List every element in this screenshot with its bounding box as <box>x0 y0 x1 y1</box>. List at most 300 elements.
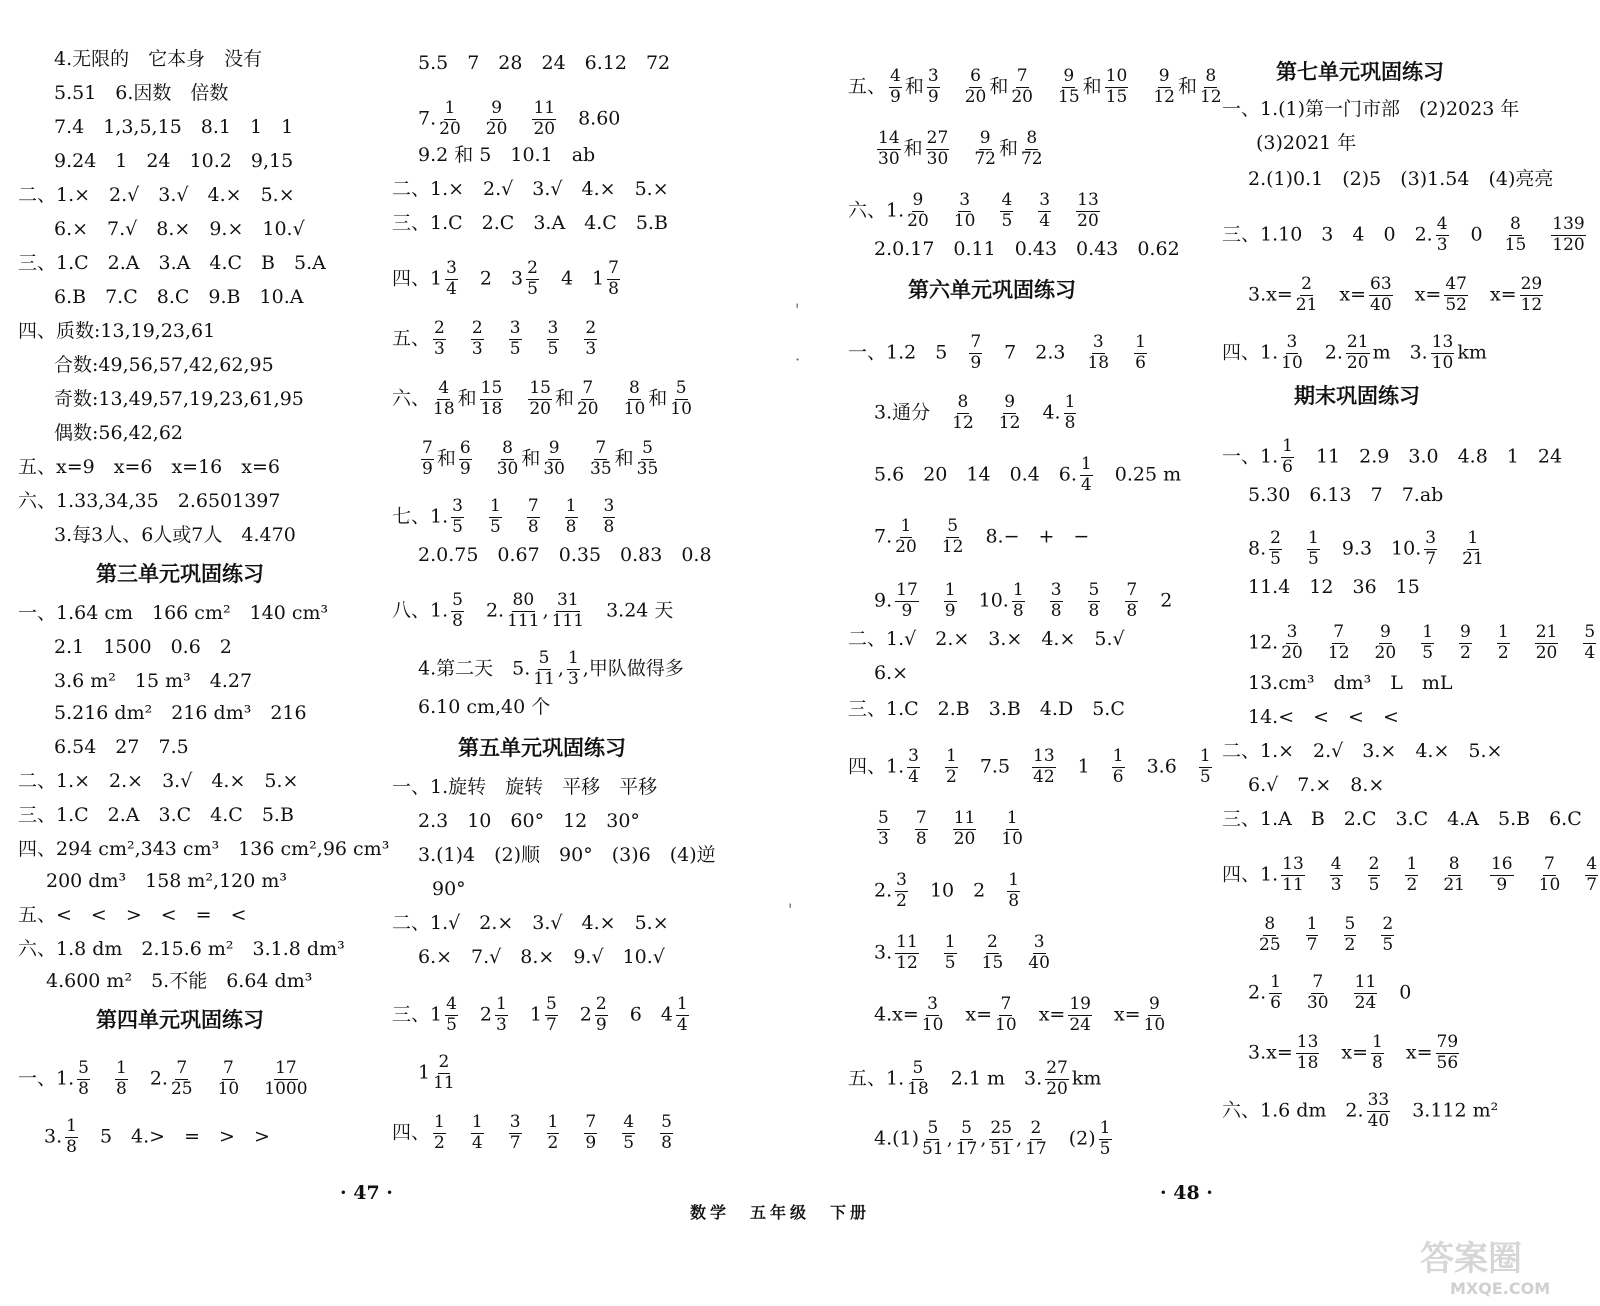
answer-line <box>392 260 623 299</box>
answer-line <box>1248 170 1553 189</box>
fraction <box>495 996 508 1035</box>
denominator: 35 <box>590 458 612 479</box>
answer-line <box>1222 856 1600 895</box>
denominator: 8 <box>1126 600 1138 621</box>
answer-text: 六、1. <box>848 199 905 222</box>
denominator: 6 <box>1270 992 1281 1013</box>
answer-line <box>54 220 305 239</box>
numerator: 2 <box>434 318 445 338</box>
fraction <box>1344 916 1357 955</box>
answer-line <box>1248 776 1384 795</box>
fraction <box>486 100 508 139</box>
numerator: 27 <box>1046 1058 1068 1078</box>
answer-text: 五、x=9 x=6 x=16 x=6 <box>18 456 280 478</box>
answer-text <box>977 401 996 423</box>
denominator: 20 <box>439 118 461 139</box>
fraction <box>660 1114 673 1153</box>
fraction <box>907 1060 929 1099</box>
numerator: 1 <box>1282 436 1293 456</box>
fraction <box>1307 530 1320 569</box>
denominator: 30 <box>1306 992 1329 1013</box>
denominator: 7 <box>1425 548 1437 569</box>
fraction <box>1281 438 1294 477</box>
numerator: 3 <box>896 870 907 890</box>
fraction <box>1153 68 1175 107</box>
answer-line <box>18 186 295 205</box>
denominator: 9 <box>459 458 471 479</box>
answer-text: 五、1. <box>848 1067 905 1090</box>
denominator: 20 <box>533 118 556 139</box>
answer-text: 6.54 27 7.5 <box>54 736 189 758</box>
answer-text: 6.√ 7.× 8.× <box>1248 774 1385 796</box>
answer-line <box>848 630 1125 649</box>
answer-line <box>418 440 661 479</box>
denominator: 3 <box>1330 874 1342 895</box>
answer-line <box>1256 134 1356 153</box>
denominator: 4 <box>1584 642 1596 663</box>
numerator: 1 <box>1199 746 1211 766</box>
fraction <box>1068 996 1092 1035</box>
answer-text: 2 <box>460 1003 493 1026</box>
fraction <box>944 934 957 973</box>
numerator: 2 <box>1301 274 1312 294</box>
fraction <box>527 498 540 537</box>
denominator: 20 <box>1281 642 1303 663</box>
fraction <box>1088 582 1101 621</box>
answer-text: 六、1.8 dm 2.15.6 m² 3.1.8 dm³ <box>18 938 345 960</box>
fraction <box>982 934 1004 973</box>
numerator: 5 <box>452 590 463 610</box>
answer-text: 4 1 <box>541 267 605 290</box>
answer-text: 和 <box>648 387 668 410</box>
numerator: 5 <box>642 438 653 458</box>
answer-text: 5.51 6.因数 倍数 <box>54 82 229 104</box>
fraction <box>584 320 597 359</box>
answer-text <box>449 1121 468 1143</box>
answer-text <box>952 137 971 159</box>
numerator: 7 <box>1544 854 1555 874</box>
fraction <box>471 1114 484 1153</box>
answer-line <box>54 424 183 443</box>
answer-text: 2.(1)0.1 (2)5 (3)1.54 (4)亮亮 <box>1248 168 1554 190</box>
numerator: 2 <box>595 994 607 1014</box>
answer-line <box>1248 1034 1462 1073</box>
denominator: 17 <box>955 1138 978 1159</box>
numerator: 9 <box>1004 392 1016 412</box>
answer-text <box>1332 981 1351 1003</box>
answer-text: 2. <box>874 879 893 902</box>
answer-line <box>1222 438 1562 477</box>
numerator: 5 <box>78 1058 89 1078</box>
numerator: 1 <box>944 580 956 600</box>
answer-text: 一、1.64 cm 166 cm² 140 cm³ <box>18 602 329 624</box>
answer-text: 三、1 <box>392 1003 443 1026</box>
fraction <box>1535 624 1559 663</box>
numerator: 19 <box>1069 994 1091 1014</box>
answer-text <box>1066 589 1085 611</box>
answer-text <box>1028 589 1047 611</box>
answer-text: x= <box>1322 1041 1369 1064</box>
answer-text <box>581 505 600 527</box>
numerator: 11 <box>953 808 976 828</box>
denominator: 4 <box>1039 210 1051 231</box>
answer-text: 二、1.× 2.√ 3.√ 4.× 5.× <box>18 184 295 206</box>
numerator: 1 <box>1112 746 1124 766</box>
answer-text <box>1421 863 1440 885</box>
denominator: 3 <box>585 338 597 359</box>
numerator: 1 <box>567 648 579 668</box>
fraction <box>439 100 461 139</box>
answer-line <box>1222 742 1502 761</box>
numerator: 3 <box>547 318 559 338</box>
denominator: 5 <box>1199 766 1211 787</box>
numerator: 17 <box>896 580 918 600</box>
fraction <box>922 1120 944 1159</box>
fraction <box>532 100 556 139</box>
fraction <box>676 996 689 1035</box>
answer-text: 2. <box>466 599 505 622</box>
fraction <box>945 748 958 787</box>
numerator: 2 <box>1030 1118 1042 1138</box>
numerator: 9 <box>1063 66 1075 86</box>
answer-text: 2 3 <box>460 267 524 290</box>
answer-text <box>1563 863 1582 885</box>
numerator: 1 <box>496 994 507 1014</box>
fraction <box>1459 624 1472 663</box>
denominator: 18 <box>907 1078 929 1099</box>
denominator: 5 <box>1422 642 1434 663</box>
answer-text: 和 <box>1177 75 1197 98</box>
answer-line <box>1248 974 1411 1013</box>
watermark-text-top: 答案圈 <box>1420 1239 1522 1279</box>
answer-text: 9. <box>874 589 893 612</box>
denominator: 9 <box>901 600 913 621</box>
answer-line <box>1222 334 1487 373</box>
numerator: 13 <box>1033 746 1055 766</box>
numerator: 4 <box>1001 190 1013 210</box>
denominator: 10 <box>921 1014 944 1035</box>
numerator: 1 <box>1064 392 1076 412</box>
numerator: 47 <box>1445 274 1467 294</box>
numerator: 5 <box>1088 580 1100 600</box>
answer-text: 1 <box>510 1003 542 1026</box>
answer-text <box>525 1121 544 1143</box>
answer-text: 9.24 1 24 10.2 9,15 <box>54 150 294 172</box>
fraction <box>965 68 987 107</box>
answer-text <box>1475 631 1494 653</box>
denominator: 3 <box>567 668 579 689</box>
answer-line <box>418 54 670 73</box>
answer-text <box>1359 923 1378 945</box>
fraction <box>1421 624 1434 663</box>
fraction <box>1354 974 1378 1013</box>
answer-text: 期末巩固练习 <box>1294 384 1420 408</box>
answer-line <box>392 320 600 359</box>
numerator: 11 <box>533 98 556 118</box>
denominator: 51 <box>922 1138 944 1159</box>
answer-line <box>18 1060 311 1099</box>
denominator: 12 <box>1327 642 1350 663</box>
fraction <box>1032 748 1056 787</box>
answer-text: 12. <box>1248 631 1279 654</box>
answer-text <box>242 1067 261 1089</box>
numerator: 5 <box>912 1058 924 1078</box>
answer-text: 3.112 m² <box>1393 1099 1499 1122</box>
answer-text: 0 <box>1380 981 1412 1004</box>
denominator: 20 <box>964 86 987 107</box>
fraction <box>922 996 944 1035</box>
denominator: 40 <box>1367 1110 1390 1131</box>
denominator: 17 <box>1025 1138 1047 1159</box>
answer-text <box>1006 941 1025 963</box>
fraction <box>552 592 584 631</box>
numerator: 2 <box>527 258 538 278</box>
numerator: 4 <box>1436 214 1448 234</box>
answer-line <box>392 498 618 537</box>
denominator: 3 <box>496 1014 507 1035</box>
denominator: 8 <box>603 516 615 537</box>
section-heading <box>96 1010 264 1031</box>
answer-text: 三、1.C 2.A 3.A 4.C B 5.A <box>18 252 326 274</box>
answer-text: 10 2 <box>910 879 1005 902</box>
answer-text: 2 <box>1141 589 1173 612</box>
answer-line <box>46 972 312 991</box>
fraction <box>1007 872 1020 911</box>
answer-text: 和 <box>457 387 477 410</box>
fraction <box>1367 1092 1391 1131</box>
answer-line <box>18 254 326 273</box>
answer-text <box>1346 863 1365 885</box>
numerator: 29 <box>1520 274 1543 294</box>
answer-line <box>18 806 294 825</box>
numerator: 3 <box>452 496 463 516</box>
answer-line <box>432 880 466 899</box>
denominator: 4 <box>471 1132 483 1153</box>
fraction <box>889 68 902 107</box>
fraction <box>1424 530 1437 569</box>
fraction <box>433 1114 446 1153</box>
answer-text: , <box>1016 1127 1023 1150</box>
denominator: 2 <box>1497 642 1509 663</box>
answer-line <box>418 846 716 865</box>
fraction <box>1462 530 1484 569</box>
fraction <box>433 1054 455 1093</box>
numerator: 2 <box>471 318 483 338</box>
denominator: 20 <box>953 828 976 849</box>
numerator: 1 <box>444 98 456 118</box>
answer-text <box>568 447 587 469</box>
denominator: 8 <box>78 1078 89 1099</box>
denominator: 30 <box>543 458 565 479</box>
answer-text: 五、 <box>848 75 887 98</box>
denominator: 15 <box>1105 86 1128 107</box>
answer-text: x= <box>1395 283 1442 306</box>
denominator: 8 <box>452 610 463 631</box>
answer-text: ,甲队做得多 <box>582 657 684 680</box>
answer-text: 200 dm³ 158 m²,120 m³ <box>46 870 288 892</box>
section-heading <box>96 564 264 585</box>
answer-text: 四、1. <box>848 755 905 778</box>
fraction <box>1444 276 1468 315</box>
numerator: 16 <box>1490 854 1513 874</box>
answer-text: 10. <box>959 589 1009 612</box>
denominator: 18 <box>480 398 503 419</box>
numerator: 13 <box>1282 854 1304 874</box>
numerator: 5 <box>947 516 959 536</box>
denominator: 10 <box>1143 1014 1166 1035</box>
answer-line <box>418 546 712 565</box>
answer-text <box>1036 75 1055 97</box>
denominator: 7 <box>509 1132 521 1153</box>
answer-text: , <box>557 657 564 680</box>
fraction <box>543 440 565 479</box>
fraction <box>969 334 982 373</box>
answer-text: 三、1.C 2.C 3.A 4.C 5.B <box>392 212 668 234</box>
denominator: 2 <box>434 1132 445 1153</box>
fraction <box>1346 334 1370 373</box>
answer-text: km <box>1071 1067 1102 1090</box>
denominator: 30 <box>926 148 949 169</box>
answer-line <box>418 812 640 831</box>
answer-text: 二、1.× 2.× 3.√ 4.× 5.× <box>18 770 299 792</box>
denominator: 8 <box>1372 1052 1383 1073</box>
watermark-text-bottom: MXQE.COM <box>1450 1279 1551 1298</box>
answer-text: 0 <box>1451 223 1502 246</box>
denominator: 8 <box>565 516 577 537</box>
numerator: 7 <box>608 258 619 278</box>
fraction <box>1585 856 1598 895</box>
answer-text: 五、< < > < = < <box>18 904 247 926</box>
answer-text: 六、 <box>392 387 431 410</box>
answer-text: 1 <box>1058 755 1109 778</box>
answer-text: 和 <box>1082 75 1102 98</box>
numerator: 1 <box>1467 528 1479 548</box>
answer-text <box>602 387 621 409</box>
answer-text <box>1054 199 1073 221</box>
numerator: 7 <box>176 1058 188 1078</box>
denominator: 21 <box>1295 294 1318 315</box>
answer-text <box>931 817 950 839</box>
denominator: 21 <box>1443 874 1465 895</box>
answer-text <box>543 505 562 527</box>
answer-text: x= <box>1320 283 1367 306</box>
page-number-left: · 47 · <box>340 1182 393 1204</box>
numerator: 79 <box>1436 1032 1459 1052</box>
answer-line <box>874 394 1079 433</box>
numerator: 3 <box>1286 622 1298 642</box>
fraction <box>1296 1034 1320 1073</box>
numerator: 33 <box>1367 1090 1390 1110</box>
answer-line <box>874 872 1023 911</box>
fraction <box>595 996 608 1035</box>
denominator: 2 <box>1460 642 1471 663</box>
answer-text <box>525 327 544 349</box>
answer-text: 七、1. <box>392 505 449 528</box>
denominator: 5 <box>452 516 463 537</box>
answer-text <box>93 1067 112 1089</box>
answer-text <box>1112 341 1131 363</box>
answer-text <box>1306 631 1325 653</box>
answer-text: 2.3 10 60° 12 30° <box>418 810 640 832</box>
answer-text: 11 2.9 3.0 4.8 1 24 <box>1296 445 1563 468</box>
numerator: 1 <box>944 932 956 952</box>
denominator: 9 <box>1496 874 1508 895</box>
fraction <box>471 320 484 359</box>
denominator: 20 <box>1374 642 1397 663</box>
answer-text: 四、294 cm²,343 cm³ 136 cm²,96 cm³ <box>18 838 390 860</box>
denominator: 30 <box>496 458 519 479</box>
answer-text <box>449 327 468 349</box>
answer-text: 7. <box>874 525 893 548</box>
answer-text: 奇数:13,49,57,19,23,61,95 <box>54 388 304 410</box>
answer-line <box>874 130 1046 169</box>
fraction <box>547 1114 560 1153</box>
numerator: 80 <box>512 590 535 610</box>
answer-text: 3.6 m² 15 m³ 4.27 <box>54 670 253 692</box>
denominator: 5 <box>1368 874 1380 895</box>
denominator: 3 <box>434 338 445 359</box>
answer-text: 9.2 和 5 10.1 ab <box>418 144 596 166</box>
denominator: 120 <box>1552 234 1585 255</box>
fraction <box>547 320 560 359</box>
numerator: 27 <box>926 128 949 148</box>
denominator: 15 <box>1058 86 1080 107</box>
answer-text: 14.< < < < <box>1248 706 1399 728</box>
fraction <box>1028 934 1050 973</box>
answer-text <box>1321 923 1340 945</box>
fraction <box>65 1118 78 1157</box>
numerator: 1 <box>547 1112 559 1132</box>
denominator: 18 <box>1087 352 1110 373</box>
fraction <box>944 582 957 621</box>
answer-text: 第五单元巩固练习 <box>458 736 626 760</box>
numerator: 1 <box>434 1112 445 1132</box>
answer-text: 5.30 6.13 7 7.ab <box>1248 484 1444 506</box>
answer-line <box>1248 276 1546 315</box>
numerator: 3 <box>1092 332 1104 352</box>
footer-title: 数学 五年级 下册 <box>690 1203 871 1222</box>
denominator: 5 <box>446 1014 457 1035</box>
answer-text <box>920 525 939 547</box>
fraction <box>637 440 659 479</box>
answer-line <box>392 996 692 1035</box>
answer-line <box>848 68 1225 107</box>
fraction <box>1505 216 1527 255</box>
denominator: 3 <box>878 828 889 849</box>
answer-text <box>922 589 941 611</box>
denominator: 9 <box>422 458 433 479</box>
answer-text: 第六单元巩固练习 <box>908 278 1076 302</box>
numerator: 5 <box>1344 914 1356 934</box>
answer-text: 7.4 1,3,5,15 8.1 1 1 <box>54 116 294 138</box>
denominator: 12 <box>1153 86 1175 107</box>
denominator: 6 <box>1282 456 1293 477</box>
answer-line <box>54 704 307 723</box>
fraction <box>1058 68 1080 107</box>
answer-line <box>874 240 1180 259</box>
fraction <box>171 1060 193 1099</box>
answer-line <box>1256 916 1397 955</box>
denominator: 51 <box>990 1138 1013 1159</box>
answer-text: 偶数:56,42,62 <box>54 422 184 444</box>
fraction <box>1281 856 1305 895</box>
denominator: 15 <box>1504 234 1527 255</box>
fraction <box>995 996 1017 1035</box>
answer-text <box>1383 863 1402 885</box>
fraction <box>999 394 1021 433</box>
fraction <box>895 582 919 621</box>
fraction <box>1369 276 1393 315</box>
